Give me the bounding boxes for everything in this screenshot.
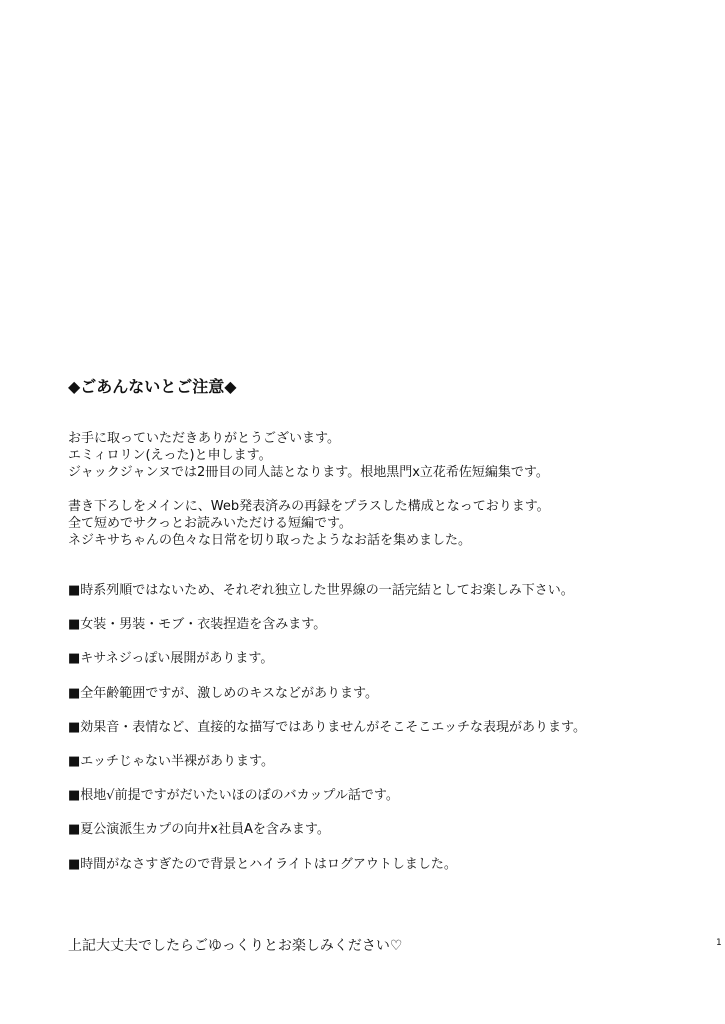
- note-item: ■エッチじゃない半裸があります。: [68, 753, 274, 769]
- intro-line: お手に取っていただきありがとうございます。: [68, 431, 340, 446]
- note-item: ■効果音・表情など、直接的な描写ではありませんがそこそこエッチな表現があります。: [68, 719, 586, 735]
- description-line: ネジキサちゃんの色々な日常を切り取ったようなお話を集めました。: [68, 533, 472, 548]
- description-paragraph: [68, 498, 550, 549]
- closing-line: 上記大丈夫でしたらごゆっくりとお楽しみください♡: [68, 938, 403, 954]
- note-item: ■時間がなさすぎたので背景とハイライトはログアウトしました。: [68, 856, 457, 872]
- note-item: ■時系列順ではないため、それぞれ独立した世界線の一話完結としてお楽しみ下さい。: [68, 583, 574, 598]
- intro-line: ジャックジャンヌでは2冊目の同人誌となります。根地黒門x立花希佐短編集です。: [68, 465, 549, 480]
- note-item: ■キサネジっぽい展開があります。: [68, 651, 274, 667]
- description-line: 全て短めでサクっとお読みいただける短編です。: [68, 516, 352, 531]
- section-heading: ◆ごあんないとご注意◆: [68, 377, 237, 396]
- description-line: 書き下ろしをメインに、Web発表済みの再録をプラスした構成となっております。: [68, 499, 550, 514]
- note-item: ■女装・男装・モブ・衣装捏造を含みます。: [68, 617, 327, 633]
- intro-paragraph: [68, 430, 549, 481]
- page-number: 1: [716, 938, 722, 948]
- note-item: ■全年齢範囲ですが、激しめのキスなどがあります。: [68, 685, 378, 701]
- note-item: ■根地√前提ですがだいたいほのぼのバカップル話です。: [68, 788, 399, 804]
- intro-line: エミィロリン(えった)と申します。: [68, 448, 272, 463]
- note-item: ■夏公演派生カプの向井x社員Aを含みます。: [68, 822, 330, 838]
- notes-list: [68, 582, 586, 890]
